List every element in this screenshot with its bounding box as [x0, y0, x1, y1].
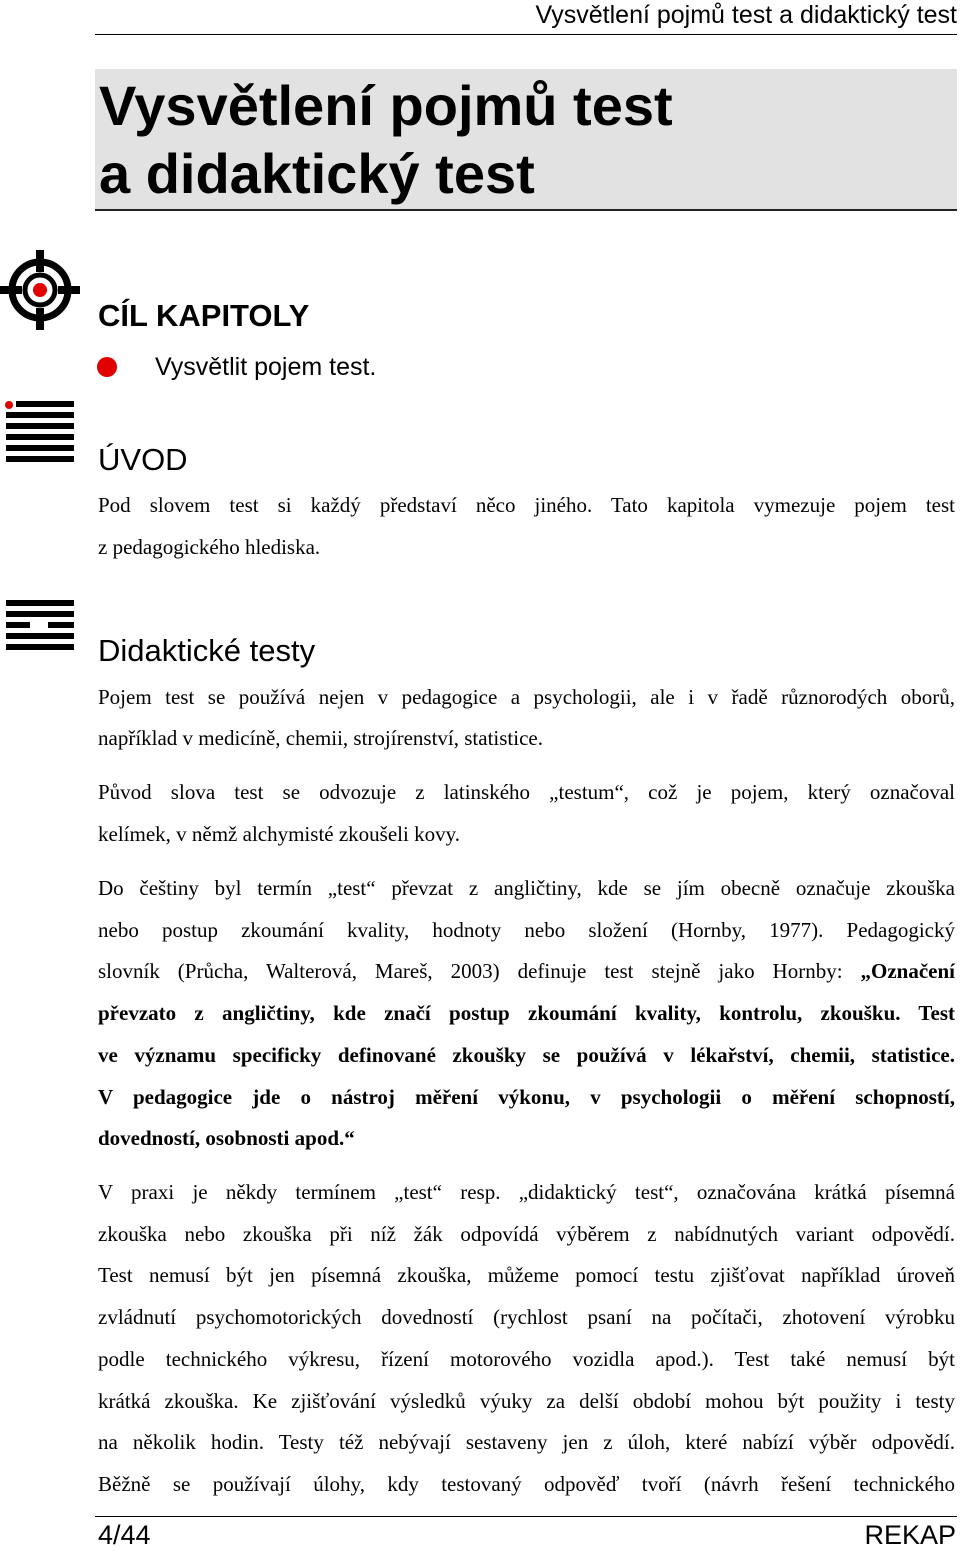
paragraph-text: slovník (Průcha, Walterová, Mareš, 2003) definuje test stejně jako Hornby: [98, 959, 861, 983]
paragraph-line: zkouška nebo zkouška při níž žák odpovídá výběrem z nabídnutých variant odpovědí. [98, 1222, 955, 1246]
quote-line: dovedností, osobnosti apod.“ [98, 1126, 355, 1150]
paragraph-line: podle technického výkresu, řízení motorového vozidla apod.). Test také nemusí být [98, 1347, 955, 1371]
goal-bullet-text: Vysvětlit pojem test. [155, 353, 377, 381]
running-header-title: Vysvětlení pojmů test a didaktický test [535, 1, 957, 29]
paragraph-line: Původ slova test se odvozuje z latinského „testum“, což je pojem, který označoval [98, 780, 955, 804]
quote-line: ve významu specificky definované zkoušky se používá v lékařství, chemii, statistice. [98, 1043, 955, 1067]
target-icon [0, 250, 80, 330]
paragraph-line: například v medicíně, chemii, strojírenství, statistice. [98, 726, 543, 750]
paragraph-line: kelímek, v němž alchymisté zkoušeli kovy. [98, 822, 460, 846]
paragraph-line: V praxi je někdy termínem „test“ resp. „didaktický test“, označována krátká písemná [98, 1180, 955, 1204]
paragraph-line: krátká zkouška. Ke zjišťování výsledků výuky za delší období mohou být použity i testy [98, 1389, 955, 1413]
page-number: 4/44 [98, 1520, 151, 1550]
paragraph-line: Běžně se používají úlohy, kdy testovaný odpověď tvoří (návrh řešení technického [98, 1472, 955, 1496]
quote-line: V pedagogice jde o nástroj měření výkonu, v psychologii o měření schopností, [98, 1085, 955, 1109]
goal-heading: CÍL KAPITOLY [98, 298, 310, 333]
bullet-dot [97, 357, 117, 377]
paragraph-line: Test nemusí být jen písemná zkouška, můžeme pomocí testu zjišťovat například úroveň [98, 1263, 955, 1287]
running-header [95, 0, 957, 35]
intro-lines-icon [4, 400, 74, 462]
paragraph-line: na několik hodin. Testy též nebývají sestaveny jen z úloh, které nabízí výběr odpovědí. [98, 1430, 955, 1454]
paragraph-line: Do češtiny byl termín „test“ převzat z angličtiny, kde se jím obecně označuje zkouška [98, 876, 955, 900]
quote-start: „Označení [860, 959, 955, 983]
quote-line: převzato z angličtiny, kde značí postup zkoumání kvality, kontrolu, zkoušku. Test [98, 1001, 955, 1025]
footer-brand: REKAP [864, 1520, 956, 1550]
paragraph-line: nebo postup zkoumání kvality, hodnoty nebo složení (Hornby, 1977). Pedagogický [98, 918, 955, 942]
paragraph-line [98, 957, 955, 985]
paragraph-line: zvládnutí psychomotorických dovedností (rychlost psaní na počítači, zhotovení výrobku [98, 1305, 955, 1329]
section-heading: Didaktické testy [98, 633, 316, 668]
intro-heading: ÚVOD [98, 442, 188, 477]
chapter-title-line-1: Vysvětlení pojmů test [99, 74, 673, 137]
chapter-title-box [95, 69, 957, 211]
lecture-lines-icon [4, 600, 74, 652]
intro-text-line: z pedagogického hlediska. [98, 535, 321, 559]
chapter-title-line-2: a didaktický test [99, 142, 535, 205]
intro-text-line: Pod slovem test si každý představí něco jiného. Tato kapitola vymezuje pojem test [98, 493, 955, 517]
paragraph-line: Pojem test se používá nejen v pedagogice a psychologii, ale i v řadě různorodých oborů, [98, 685, 955, 709]
footer-rule [95, 1516, 957, 1517]
